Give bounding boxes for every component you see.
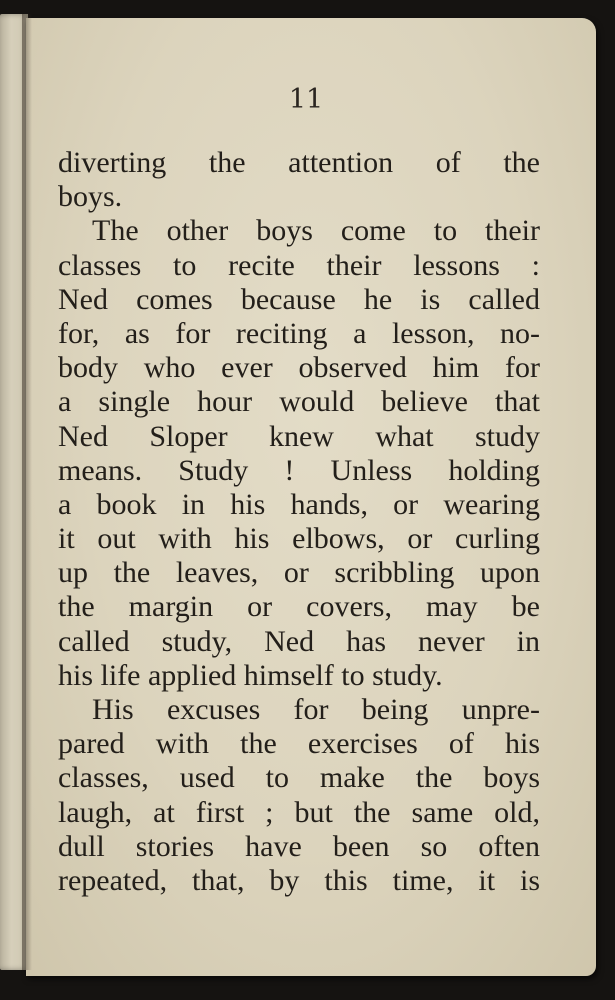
- text-line: dull stories have been so often: [58, 829, 540, 863]
- text-line: pared with the exercises of his: [58, 727, 540, 761]
- text-line: a single hour would believe that: [58, 385, 540, 419]
- text-line: body who ever observed him for: [58, 351, 540, 385]
- text-line: classes to recite their lessons :: [58, 248, 540, 282]
- text-line: Ned Sloper knew what study: [58, 419, 540, 453]
- text-line: diverting the attention of the: [58, 146, 540, 179]
- text-line: the margin or covers, may be: [58, 590, 540, 624]
- text-line: up the leaves, or scribbling upon: [58, 556, 540, 590]
- text-line: for, as for reciting a lesson, no-: [58, 316, 540, 350]
- text-line: His excuses for being unpre-: [92, 693, 540, 726]
- text-line: his life applied himself to study.: [58, 658, 443, 692]
- text-line: The other boys come to their: [92, 214, 540, 248]
- gutter-shadow: [22, 14, 32, 970]
- text-line: a book in his hands, or wearing: [58, 487, 540, 521]
- text-line: classes, used to make the boys: [58, 761, 540, 795]
- text-line: laugh, at first ; but the same old,: [58, 795, 540, 829]
- page-text: [58, 146, 540, 898]
- text-line: called study, Ned has never in: [58, 624, 540, 658]
- text-line: it out with his elbows, or curling: [58, 522, 540, 556]
- page-number: 11: [288, 84, 324, 115]
- book-page: [26, 18, 596, 976]
- text-line: means. Study ! Unless holding: [58, 453, 540, 487]
- text-line: Ned comes because he is called: [58, 282, 540, 316]
- text-line: boys.: [58, 180, 123, 214]
- text-line: repeated, that, by this time, it is: [58, 863, 540, 897]
